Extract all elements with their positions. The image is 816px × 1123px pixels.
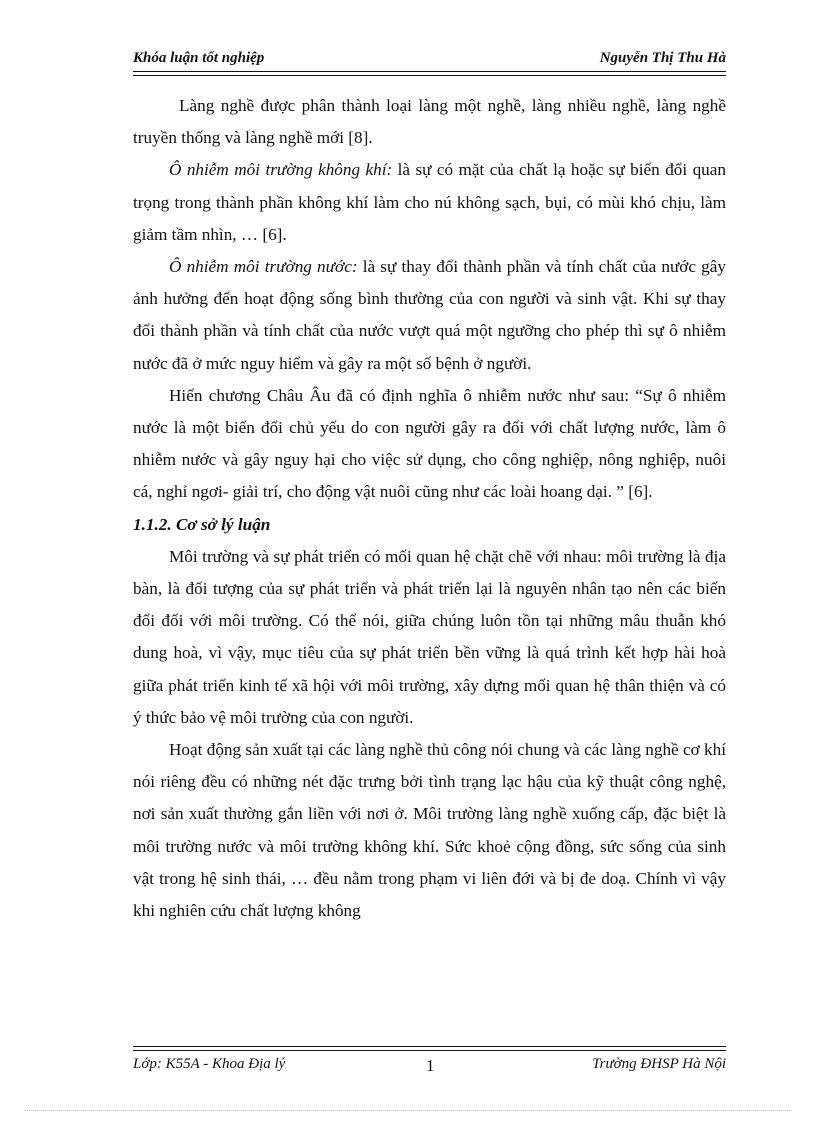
header-author-name: Nguyễn Thị Thu Hà xyxy=(599,50,726,66)
definition-water-pollution: là sự thay đổi thành phần và tính chất của nước gây ảnh hưởng đến hoạt động sống bình thường của con người và sinh vật. Khi sự thay đổi thành phần và tính chất của nước vượt quá một ngưỡng cho phép thì sự ô nhiễm nước đã ở mức nguy hiểm và gây ra một số bệnh ở người. xyxy=(133,257,726,373)
paragraph-craft-villages: Làng nghề được phân thành loại làng một nghề, làng nhiều nghề, làng nghề truyền thống và làng nghề mới [8]. xyxy=(133,96,726,148)
paragraph-air-pollution xyxy=(133,154,726,251)
page-header xyxy=(133,50,726,72)
page-body xyxy=(133,90,726,927)
paragraph-production-activities: Hoạt động sản xuất tại các làng nghề thủ công nói chung và các làng nghề cơ khí nói riêng đều có những nét đặc trưng bởi tình trạng lạc hậu của kỹ thuật công nghệ, nơi sản xuất thường gắn liền với nơi ở. Môi trường làng nghề xuống cấp, đặc biệt là môi trường nước và môi trường không khí. Sức khoẻ cộng đồng, sức sống của sinh vật trong hệ sinh thái, … đều nằm trong phạm vi liên đới và bị đe doạ. Chính vì vậy khi nghiên cứu chất lượng không xyxy=(133,740,726,921)
footer-university: Trường ĐHSP Hà Nội xyxy=(592,1056,726,1072)
header-rule xyxy=(133,71,726,72)
footer-rule xyxy=(133,1050,726,1051)
definition-air-pollution: là sự có mặt của chất lạ hoặc sự biến đổi quan trọng trong thành phần không khí làm cho nú không sạch, bụi, có mùi khó chịu, làm giảm tầm nhìn, … [6]. xyxy=(133,160,726,244)
header-rule-thin xyxy=(133,75,726,76)
header-thesis-label: Khóa luận tốt nghiệp xyxy=(133,50,265,66)
page-number: 1 xyxy=(426,1056,435,1075)
paragraph-water-pollution xyxy=(133,251,726,380)
section-heading: 1.1.2. Cơ sở lý luận xyxy=(133,514,271,534)
footer-rule-thin xyxy=(133,1046,726,1047)
term-air-pollution: Ô nhiễm môi trường không khí: xyxy=(169,160,393,180)
footer-class-label: Lớp: K55A - Khoa Địa lý xyxy=(133,1056,286,1072)
page-edge-divider xyxy=(24,1110,792,1111)
paragraph-environment-development: Môi trường và sự phát triển có mối quan hệ chặt chẽ với nhau: môi trường là địa bàn, là đối tượng của sự phát triển và phát triển lại là nguyên nhân tạo nên các biến đổi đối với môi trường. Có thể nói, giữa chúng luôn tồn tại những mâu thuẫn khó dung hoà, vì vậy, mục tiêu của sự phát triển bền vững là quá trình kết hợp hài hoà giữa phát triển kinh tế xã hội với môi trường, xây dựng mối quan hệ thân thiện và có ý thức bảo vệ môi trường của con người. xyxy=(133,546,726,727)
paragraph-european-charter: Hiến chương Châu Âu đã có định nghĩa ô nhiễm nước như sau: “Sự ô nhiễm nước là một biến đổi chủ yếu do con người gây ra đối với chất lượng nước, làm ô nhiễm nước và gây nguy hại cho việc sử dụng, cho công nghiệp, nông nghiệp, nuôi cá, nghỉ ngơi- giải trí, cho động vật nuôi cũng như các loài hoang dại. ” [6]. xyxy=(133,385,726,502)
page-footer xyxy=(133,1056,726,1078)
term-water-pollution: Ô nhiễm môi trường nước: xyxy=(169,257,358,277)
